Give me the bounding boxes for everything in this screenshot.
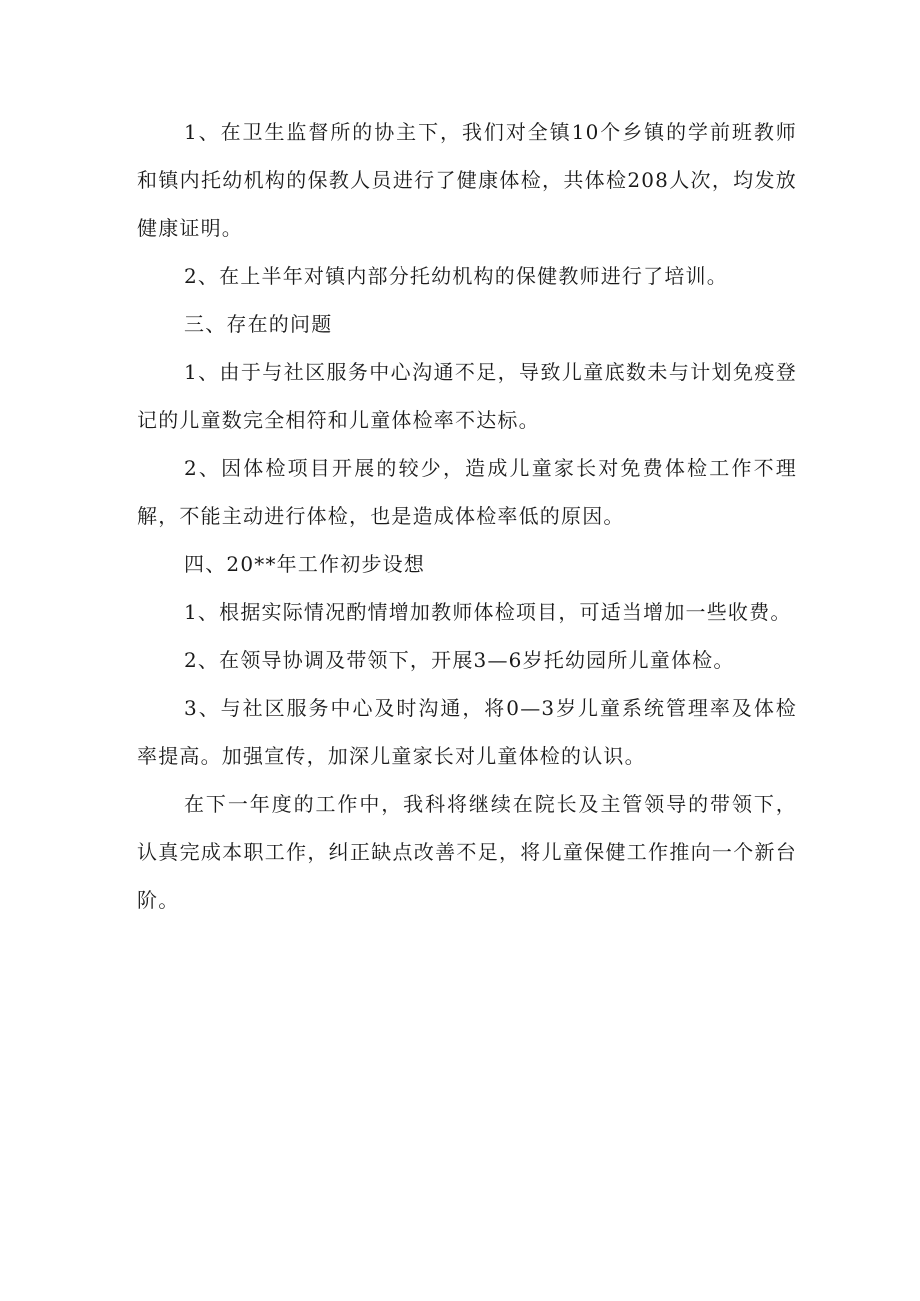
paragraph-health-exam: 1、在卫生监督所的协主下，我们对全镇10个乡镇的学前班教师和镇内托幼机构的保教人员进行了健康体检，共体检208人次，均发放健康证明。 — [137, 120, 797, 240]
paragraph-training: 2、在上半年对镇内部分托幼机构的保健教师进行了培训。 — [184, 264, 728, 288]
paragraph-plan-3: 3、与社区服务中心及时沟通，将0—3岁儿童系统管理率及体检率提高。加强宣传，加深儿童家长对儿童体检的认识。 — [137, 696, 797, 768]
paragraph-conclusion: 在下一年度的工作中，我科将继续在院长及主管领导的带领下，认真完成本职工作，纠正缺点改善不足，将儿童保健工作推向一个新台阶。 — [137, 792, 797, 912]
section-heading-plan: 四、20**年工作初步设想 — [184, 552, 426, 576]
paragraph-plan-2: 2、在领导协调及带领下，开展3—6岁托幼园所儿童体检。 — [184, 648, 735, 672]
section-heading-problems: 三、存在的问题 — [184, 312, 333, 336]
paragraph-plan-1: 1、根据实际情况酌情增加教师体检项目，可适当增加一些收费。 — [184, 600, 792, 624]
paragraph-problem-1: 1、由于与社区服务中心沟通不足，导致儿童底数未与计划免疫登记的儿童数完全相符和儿童体检率不达标。 — [137, 360, 797, 432]
document-page — [137, 108, 797, 924]
paragraph-problem-2: 2、因体检项目开展的较少，造成儿童家长对免费体检工作不理解，不能主动进行体检，也是造成体检率低的原因。 — [137, 456, 797, 528]
